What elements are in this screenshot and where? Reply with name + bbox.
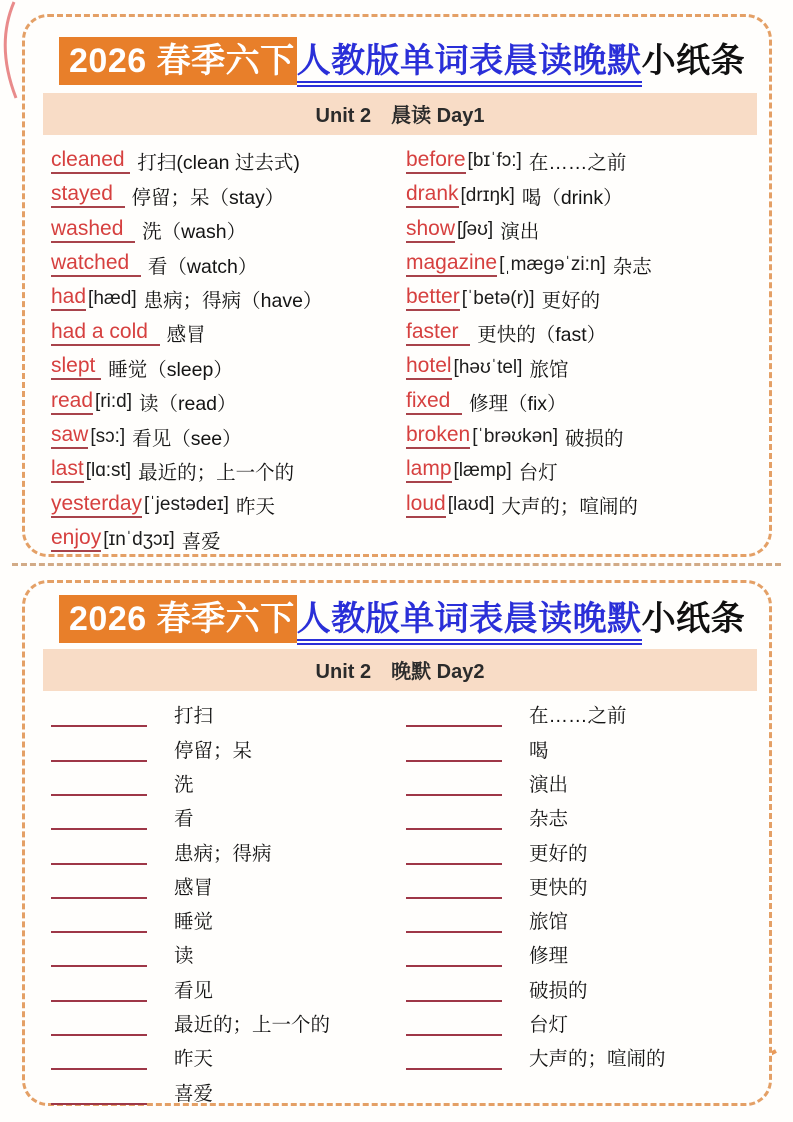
blank-entry xyxy=(51,731,406,765)
entry-word: lamp xyxy=(406,458,452,483)
blank-entry xyxy=(51,937,406,971)
entry-meaning: 读（read） xyxy=(138,393,237,416)
word-column-right xyxy=(406,144,769,557)
entry-meaning: 停留；呆（stay） xyxy=(131,186,285,209)
answer-blank xyxy=(406,907,502,933)
answer-blank xyxy=(51,804,147,830)
answer-blank xyxy=(406,804,502,830)
entry-meaning: 看 xyxy=(174,808,194,831)
answer-blank xyxy=(51,736,147,762)
entry-meaning: 旅馆 xyxy=(529,358,569,381)
entry-word: broken xyxy=(406,424,470,449)
word-entry xyxy=(406,454,769,488)
entry-word: had a cold xyxy=(51,321,160,346)
entry-meaning: 旅馆 xyxy=(529,911,569,934)
title-blue-text: 人教版单词表晨读晚默 xyxy=(297,600,642,645)
entry-word: faster xyxy=(406,321,470,346)
worksheet-panel-morning-reading xyxy=(22,14,772,557)
title-badge: 2026 春季六下 xyxy=(59,37,297,85)
entry-meaning: 洗（wash） xyxy=(142,221,247,244)
entry-meaning: 修理（fix） xyxy=(469,393,567,416)
answer-blank xyxy=(51,839,147,865)
entry-meaning: 杂志 xyxy=(529,808,569,831)
entry-meaning: 喝（drink） xyxy=(521,186,623,209)
entry-meaning: 更好的 xyxy=(529,842,588,865)
entry-meaning: 台灯 xyxy=(518,461,558,484)
entry-word: hotel xyxy=(406,355,452,380)
word-entry xyxy=(406,419,769,453)
entry-meaning: 在……之前 xyxy=(529,705,627,728)
entry-meaning: 杂志 xyxy=(612,255,652,278)
word-entry xyxy=(406,179,769,213)
word-entry xyxy=(51,144,406,178)
word-entry xyxy=(51,351,406,385)
entry-meaning: 打扫(clean 过去式) xyxy=(137,152,300,175)
entry-meaning: 大声的；喧闹的 xyxy=(501,496,638,519)
word-entry xyxy=(406,213,769,247)
blank-entry xyxy=(406,697,769,731)
title-badge: 2026 春季六下 xyxy=(59,595,297,643)
answer-blank xyxy=(51,1079,147,1105)
entry-meaning: 感冒 xyxy=(166,324,206,347)
unit-bar: Unit 2 晚默 Day2 xyxy=(43,649,757,691)
entry-meaning: 更好的 xyxy=(541,289,601,312)
blank-entry xyxy=(406,731,769,765)
entry-phonetic: [hæd] xyxy=(88,287,137,309)
blank-entry xyxy=(51,1040,406,1074)
entry-word: show xyxy=(406,218,455,243)
answer-blank xyxy=(51,770,147,796)
answer-blank xyxy=(406,1010,502,1036)
entry-meaning: 患病；得病（have） xyxy=(143,289,323,312)
answer-blank xyxy=(406,1044,502,1070)
entry-meaning: 读 xyxy=(174,945,194,968)
entry-meaning: 看见（see） xyxy=(132,427,242,450)
entry-meaning: 睡觉（sleep） xyxy=(108,358,233,381)
entry-phonetic: [ɪnˈdʒɔɪ] xyxy=(103,528,175,550)
blank-entry xyxy=(51,800,406,834)
entry-meaning: 喜爱 xyxy=(181,530,221,553)
word-entry xyxy=(51,247,406,281)
word-entry xyxy=(406,144,769,178)
unit-bar: Unit 2 晨读 Day1 xyxy=(43,93,757,135)
entry-word: yesterday xyxy=(51,493,142,518)
entry-meaning: 破损的 xyxy=(565,427,624,450)
entry-meaning: 最近的；上一个的 xyxy=(174,1014,331,1036)
word-entry xyxy=(51,282,406,316)
answer-blank xyxy=(406,770,502,796)
word-entry xyxy=(406,247,769,281)
entry-meaning: 更快的（fast） xyxy=(477,324,607,347)
blank-entry xyxy=(51,1006,406,1040)
word-entry xyxy=(51,488,406,522)
entry-word: had xyxy=(51,286,86,311)
blank-entry xyxy=(51,834,406,868)
entry-meaning: 最近的；上一个的 xyxy=(138,461,295,484)
blank-entry xyxy=(406,834,769,868)
entry-phonetic: [ˌmægəˈzi:n] xyxy=(499,253,606,275)
answer-blank xyxy=(51,1044,147,1070)
answer-blank xyxy=(406,873,502,899)
blank-entry xyxy=(406,766,769,800)
entry-meaning: 感冒 xyxy=(174,876,214,899)
entry-phonetic: [sɔ:] xyxy=(90,425,126,447)
entry-meaning: 更快的 xyxy=(529,876,588,899)
answer-blank xyxy=(406,701,502,727)
entry-word: loud xyxy=(406,493,446,518)
entry-word: watched xyxy=(51,252,141,277)
entry-word: saw xyxy=(51,424,88,449)
blank-entry xyxy=(51,869,406,903)
entry-word: better xyxy=(406,286,460,311)
word-entry xyxy=(51,454,406,488)
dictation-column-left xyxy=(51,697,406,1109)
entry-word: stayed xyxy=(51,183,125,208)
word-entry xyxy=(51,213,406,247)
entry-word: cleaned xyxy=(51,149,130,174)
word-columns xyxy=(51,144,769,557)
title-black-text: 小纸条 xyxy=(641,600,746,638)
entry-phonetic: [ˈjestədeɪ] xyxy=(144,494,229,516)
blank-entry xyxy=(406,972,769,1006)
answer-blank xyxy=(51,976,147,1002)
word-entry xyxy=(406,316,769,350)
answer-blank xyxy=(406,976,502,1002)
blank-entry xyxy=(406,937,769,971)
entry-word: enjoy xyxy=(51,527,101,552)
entry-phonetic: [lɑ:st] xyxy=(85,459,132,481)
blank-entry xyxy=(51,972,406,1006)
entry-meaning: 停留；呆 xyxy=(174,739,253,762)
word-entry xyxy=(406,385,769,419)
blank-entry xyxy=(51,766,406,800)
entry-word: last xyxy=(51,458,84,483)
word-entry xyxy=(51,316,406,350)
entry-phonetic: [bɪˈfɔ:] xyxy=(467,150,522,172)
entry-phonetic: [həʊˈtel] xyxy=(453,356,523,378)
entry-phonetic: [drɪŋk] xyxy=(460,184,515,206)
answer-blank xyxy=(51,907,147,933)
entry-word: before xyxy=(406,149,466,174)
entry-phonetic: [ˈbrəʊkən] xyxy=(472,425,558,447)
title-black-text: 小纸条 xyxy=(641,42,746,80)
entry-meaning: 昨天 xyxy=(174,1048,214,1071)
entry-meaning: 睡觉 xyxy=(174,911,214,934)
blank-entry xyxy=(406,903,769,937)
entry-meaning: 修理 xyxy=(529,945,569,968)
entry-meaning: 患病；得病 xyxy=(174,842,272,865)
dictation-columns xyxy=(51,697,769,1109)
entry-phonetic: [ʃəʊ] xyxy=(457,219,494,241)
blank-entry xyxy=(51,903,406,937)
entry-meaning: 演出 xyxy=(500,221,540,244)
worksheet-panel-evening-dictation xyxy=(22,580,772,1106)
title-blue-text: 人教版单词表晨读晚默 xyxy=(297,42,642,87)
entry-meaning: 演出 xyxy=(529,773,569,796)
entry-meaning: 大声的；喧闹的 xyxy=(529,1048,666,1071)
answer-blank xyxy=(51,941,147,967)
entry-meaning: 看见 xyxy=(174,979,214,1002)
sheet-title xyxy=(59,597,759,641)
blank-entry xyxy=(51,1074,406,1108)
entry-meaning: 台灯 xyxy=(529,1014,569,1036)
entry-meaning: 在……之前 xyxy=(528,152,627,175)
word-entry xyxy=(51,419,406,453)
answer-blank xyxy=(406,736,502,762)
blank-entry xyxy=(406,800,769,834)
entry-word: drank xyxy=(406,183,459,208)
blank-entry xyxy=(406,869,769,903)
entry-phonetic: [ri:d] xyxy=(95,391,132,413)
word-entry xyxy=(406,488,769,522)
entry-phonetic: [ˈbetə(r)] xyxy=(461,287,535,309)
word-entry xyxy=(406,282,769,316)
entry-meaning: 昨天 xyxy=(235,496,275,519)
word-entry xyxy=(51,522,406,556)
entry-meaning: 喜爱 xyxy=(174,1082,214,1105)
cut-line xyxy=(12,563,781,566)
sheet-title xyxy=(59,39,759,83)
blank-entry xyxy=(406,1006,769,1040)
answer-blank xyxy=(51,873,147,899)
blank-entry xyxy=(51,697,406,731)
entry-meaning: 看（watch） xyxy=(147,255,258,278)
word-entry xyxy=(406,351,769,385)
entry-phonetic: [læmp] xyxy=(453,459,512,481)
entry-meaning: 打扫 xyxy=(174,705,214,728)
blank-entry xyxy=(406,1040,769,1074)
entry-word: slept xyxy=(51,355,101,380)
word-entry xyxy=(51,179,406,213)
entry-meaning: 洗 xyxy=(174,773,194,796)
word-entry xyxy=(51,385,406,419)
dictation-column-right xyxy=(406,697,769,1109)
entry-word: fixed xyxy=(406,390,462,415)
answer-blank xyxy=(51,1010,147,1036)
entry-phonetic: [laʊd] xyxy=(447,494,495,516)
answer-blank xyxy=(51,701,147,727)
entry-word: washed xyxy=(51,218,135,243)
entry-word: magazine xyxy=(406,252,497,277)
answer-blank xyxy=(406,839,502,865)
word-column-left xyxy=(51,144,406,557)
entry-meaning: 喝 xyxy=(529,739,549,762)
answer-blank xyxy=(406,941,502,967)
entry-word: read xyxy=(51,390,93,415)
entry-meaning: 破损的 xyxy=(529,979,588,1002)
